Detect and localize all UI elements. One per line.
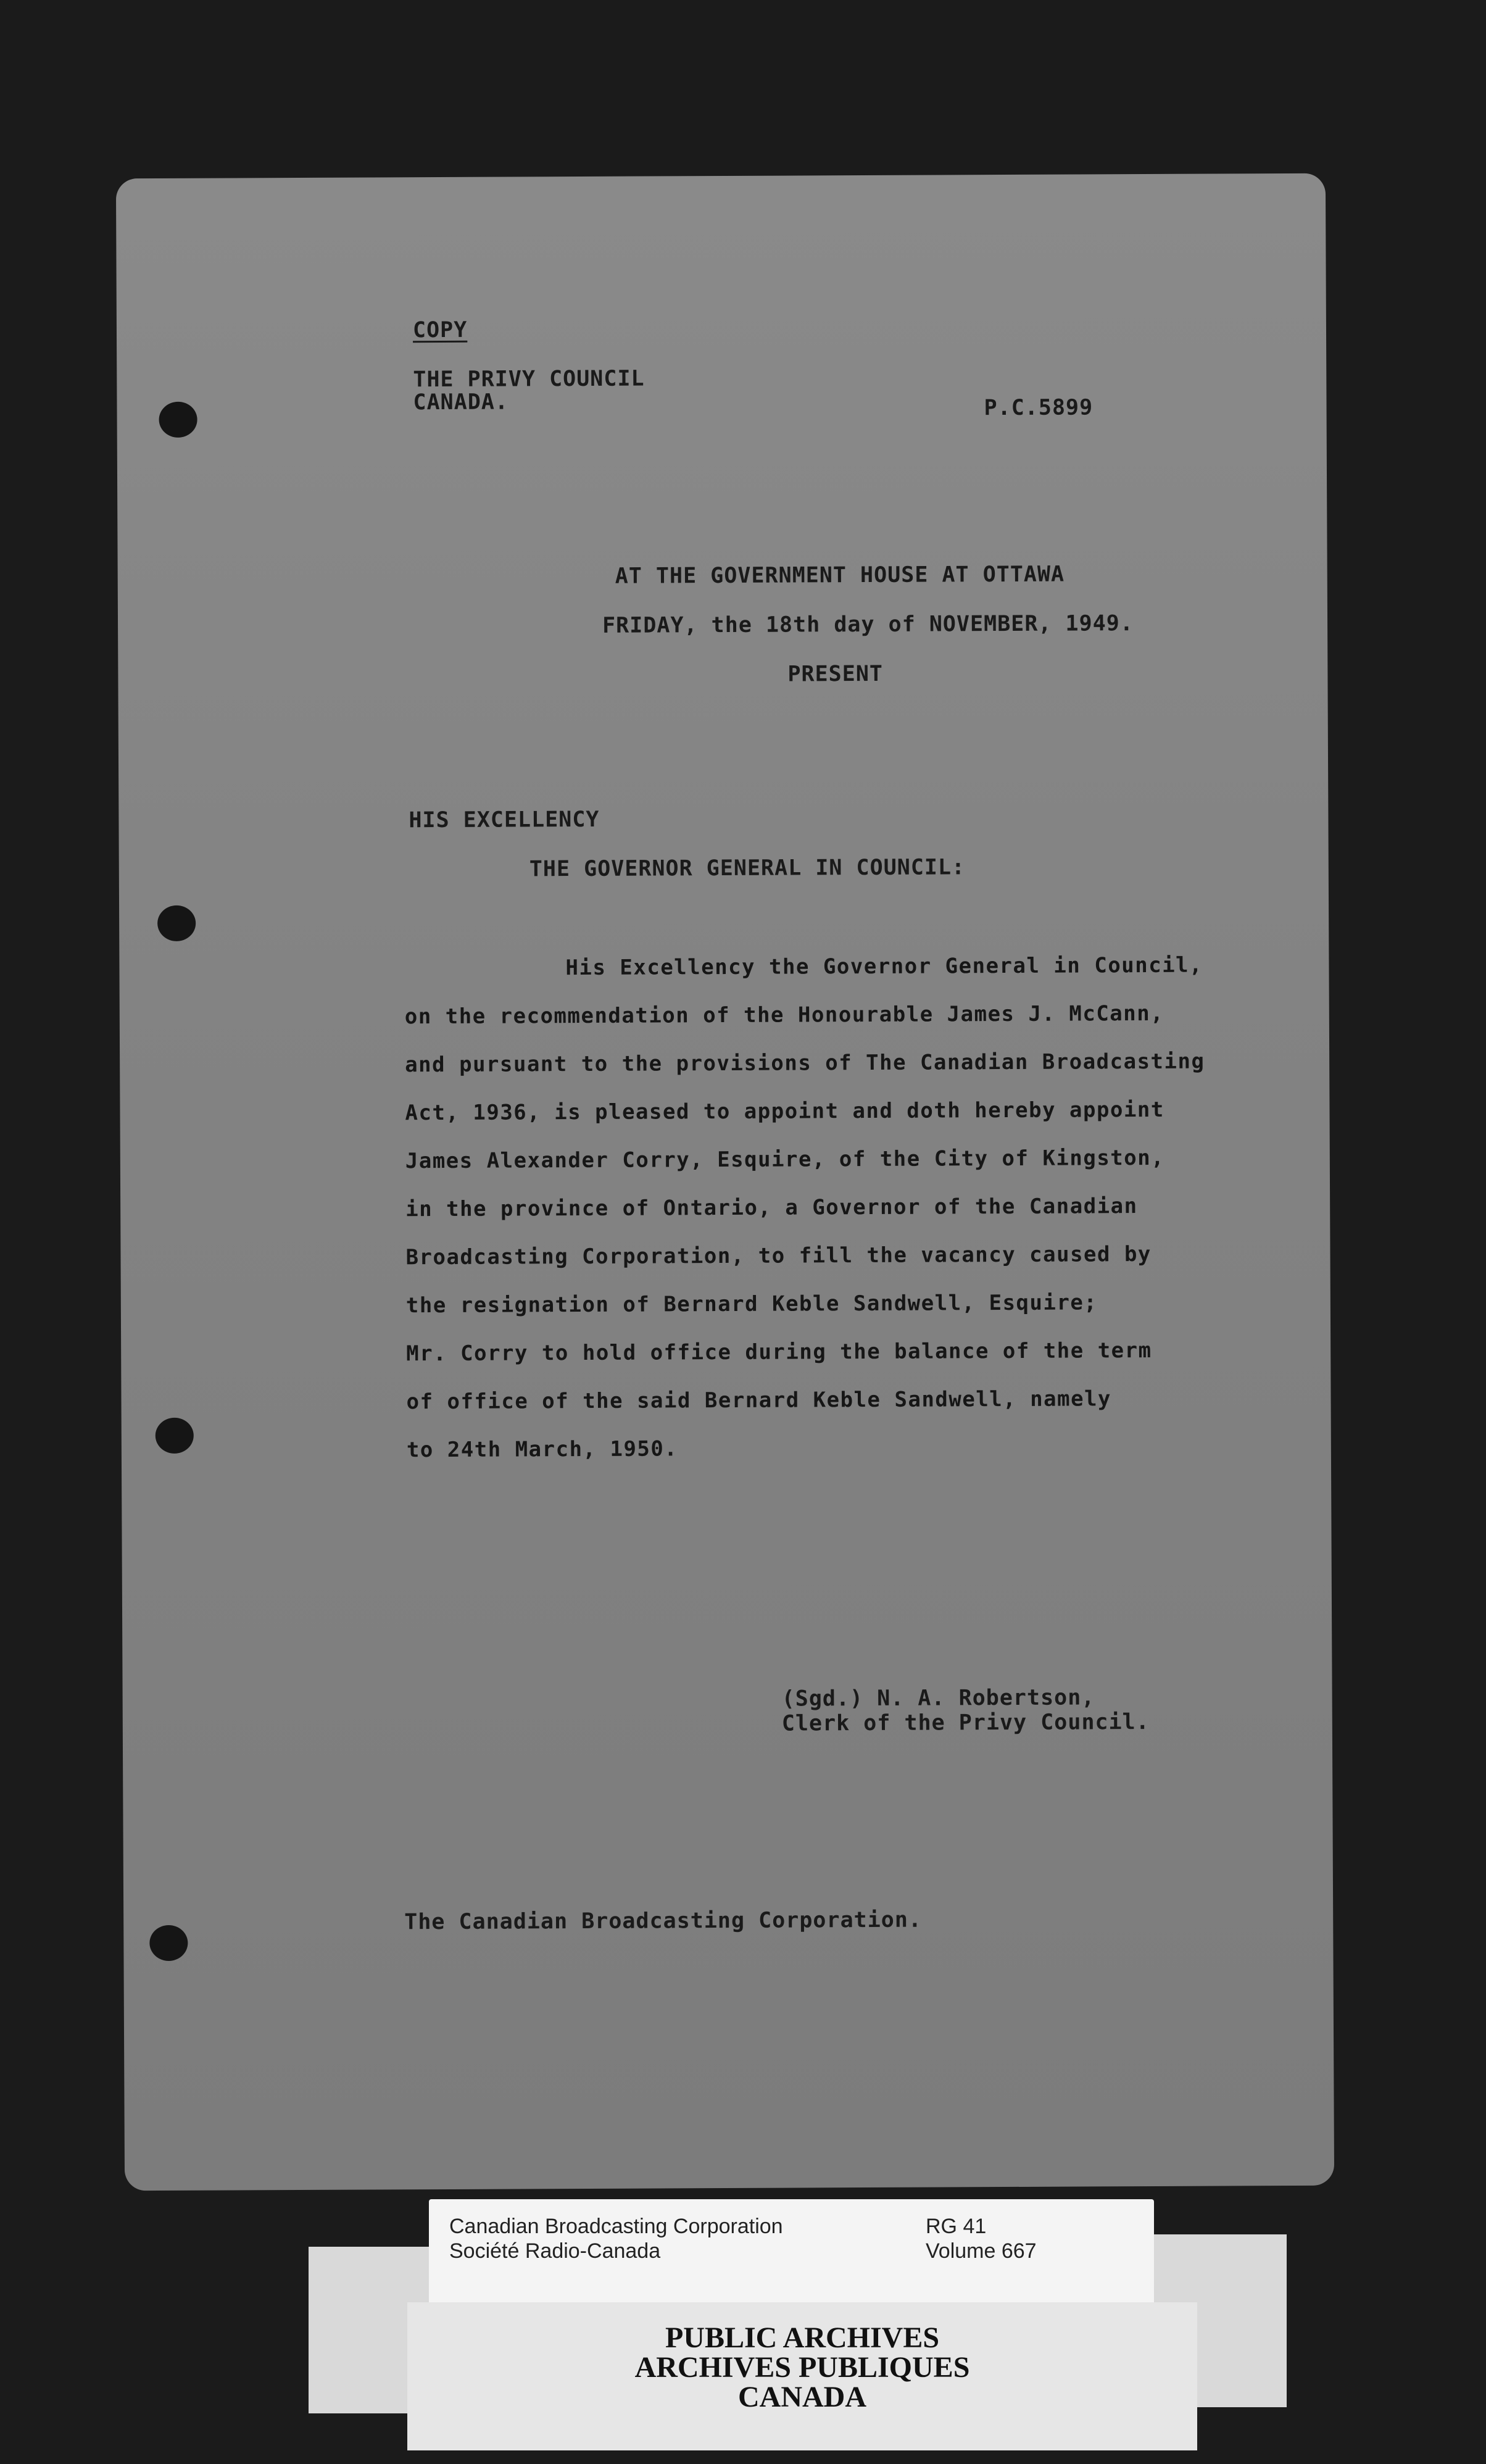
place-line: AT THE GOVERNMENT HOUSE AT OTTAWA [615,562,1065,589]
body-line: and pursuant to the provisions of The Canadian Broadcasting [405,1049,1205,1078]
stamp-line-1: PUBLIC ARCHIVES [665,2321,940,2354]
bleed-through-seal [326,1579,370,1666]
punch-hole-1 [159,402,197,438]
body-line: on the recommendation of the Honourable James J. McCann, [404,1001,1164,1030]
archive-stamp [407,2302,1197,2450]
signature-line-2: Clerk of the Privy Council. [781,1710,1150,1736]
body-line: the resignation of Bernard Keble Sandwell, Esquire; [405,1290,1098,1318]
punch-hole-3 [156,1418,194,1454]
stamp-line-2: ARCHIVES PUBLIQUES [634,2351,970,2384]
signature-line-1: (Sgd.) N. A. Robertson, [781,1685,1095,1712]
body-line: His Excellency the Governor General in Council, [565,952,1203,981]
punch-hole-2 [157,905,196,941]
body-line: Act, 1936, is pleased to appoint and doth hereby appoint [405,1097,1164,1126]
document-page [116,173,1334,2191]
body-line: to 24th March, 1950. [406,1436,678,1463]
body-line: James Alexander Corry, Esquire, of the City of Kingston, [405,1145,1165,1174]
record-group: RG 41 [926,2215,987,2238]
fonds-english: Canadian Broadcasting Corporation [449,2215,783,2238]
date-line: FRIDAY, the 18th day of NOVEMBER, 1949. [602,611,1134,638]
issuer-line-2: CANADA. [413,389,509,415]
body-line: Mr. Corry to hold office during the balance of the term [406,1338,1152,1367]
copy-mark: COPY [412,317,468,343]
fonds-french: Société Radio-Canada [449,2239,661,2263]
issuer-line-1: THE PRIVY COUNCIL [413,366,645,393]
body-line: Broadcasting Corporation, to fill the vacancy caused by [405,1241,1152,1270]
archive-label [429,2199,1154,2310]
stamp-line-3: CANADA [738,2381,866,2413]
recipient-line: The Canadian Broadcasting Corporation. [404,1907,923,1935]
body-line: in the province of Ontario, a Governor of the Canadian [405,1194,1138,1222]
order-number: P.C.5899 [984,395,1094,421]
body-line: of office of the said Bernard Keble Sandwell, namely [406,1386,1112,1415]
punch-hole-4 [149,1925,188,1961]
volume-number: Volume 667 [926,2239,1037,2263]
present-line: PRESENT [787,661,884,687]
salutation-line-1: HIS EXCELLENCY [409,807,600,833]
salutation-line-2: THE GOVERNOR GENERAL IN COUNCIL: [529,855,966,882]
